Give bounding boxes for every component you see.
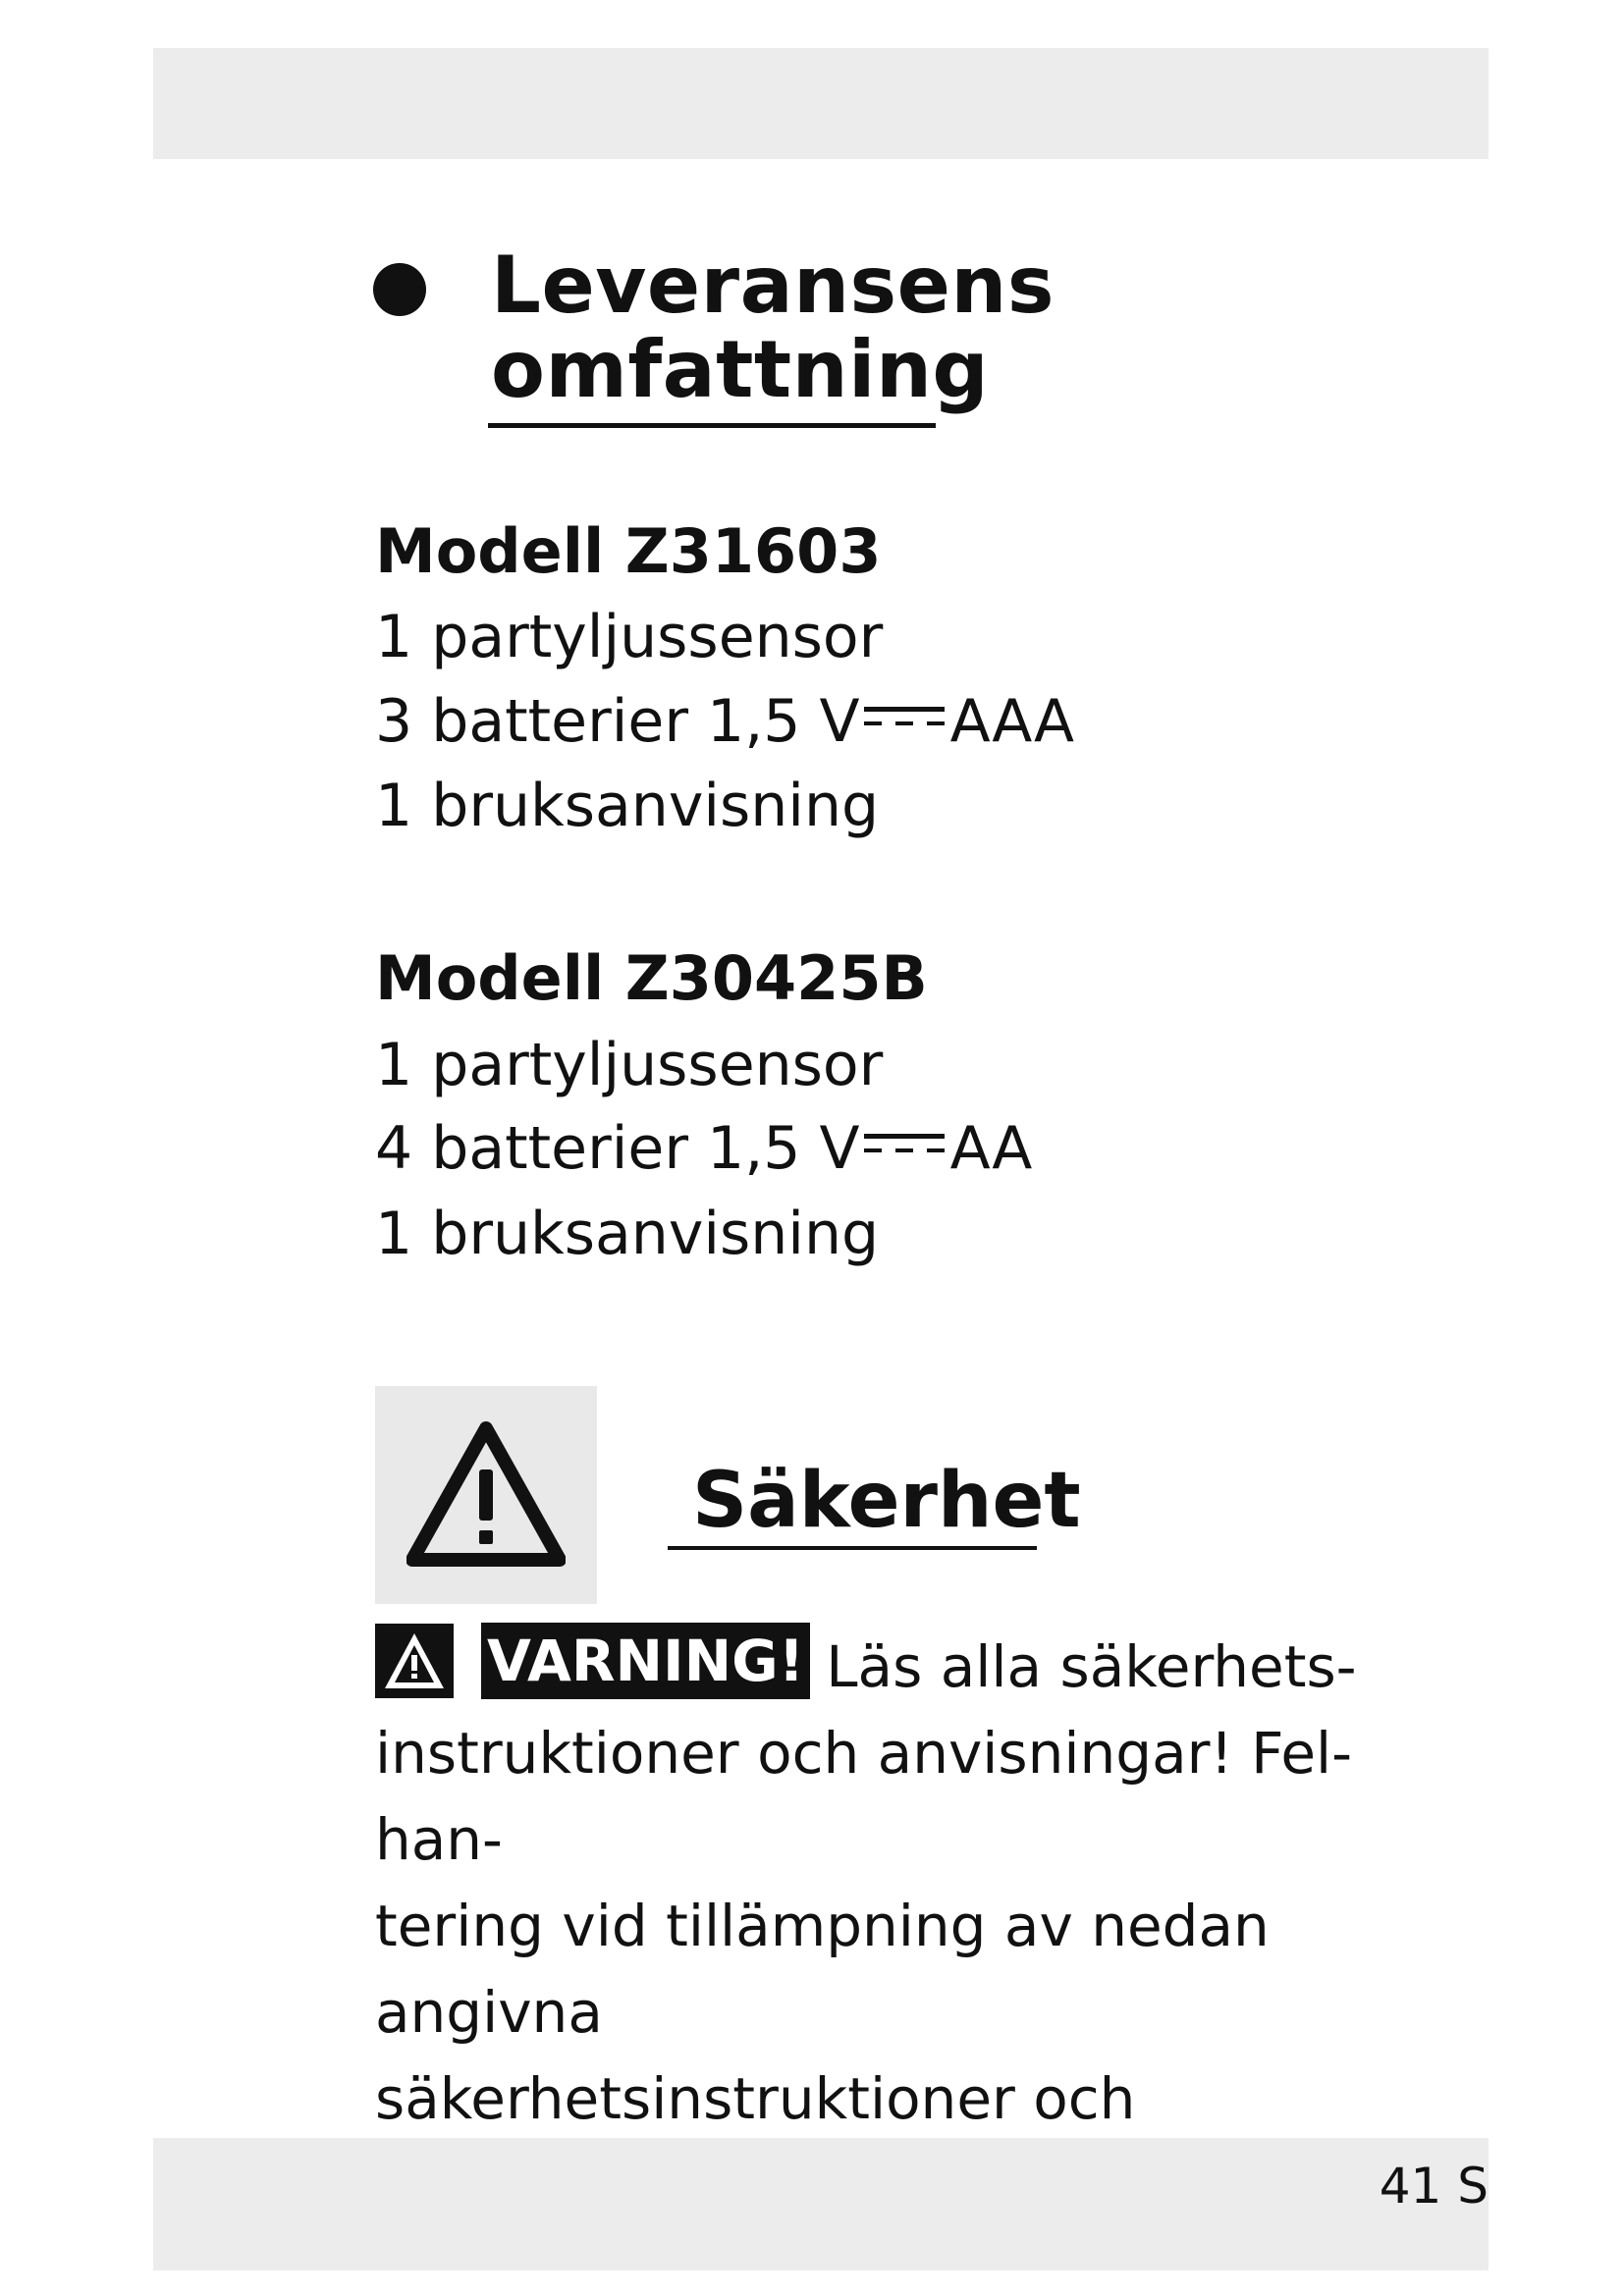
model2-item-1: 1 partyljussensor — [375, 1031, 884, 1099]
section-title-line2: omfattning — [491, 324, 990, 415]
model1-item-2 — [375, 687, 1074, 756]
bullet-dot-icon — [373, 263, 426, 316]
section-title-safety: Säkerhet — [692, 1457, 1081, 1545]
model2-item-2 — [375, 1114, 1032, 1183]
model-title-1: Modell Z31603 — [375, 515, 882, 587]
warning-text-first: Läs alla säkerhets- — [826, 1633, 1357, 1700]
battery-count-label: 3 batterier 1,5 V — [375, 687, 860, 756]
warning-text-line: säkerhetsinstruktioner och — [375, 2065, 1136, 2132]
page-number-text: 41 S — [1379, 2158, 1489, 2215]
model1-item-3: 1 bruksanvisning — [375, 772, 880, 840]
page-number — [135, 2158, 1624, 2215]
section-title-scope-of-delivery — [491, 240, 1178, 415]
warning-triangle-icon — [381, 1629, 448, 1692]
dc-current-icon — [864, 1124, 945, 1163]
small-warning-icon — [375, 1624, 454, 1698]
model1-item-1: 1 partyljussensor — [375, 603, 884, 671]
warning-triangle-icon — [406, 1420, 566, 1568]
title-underline — [488, 423, 936, 428]
header-band — [153, 48, 1489, 159]
section-title-line1: Leveransens — [491, 240, 1055, 331]
warning-label: VARNING! — [481, 1623, 810, 1699]
warning-first-line — [375, 1624, 1455, 1710]
model-title-2: Modell Z30425B — [375, 942, 928, 1014]
battery-type-label: AA — [949, 1114, 1033, 1183]
dc-current-icon — [864, 697, 945, 736]
safety-title-underline — [668, 1546, 1037, 1550]
warning-text-line: instruktioner och anvisningar! Fel-han- — [375, 1720, 1353, 1873]
warning-text-line: tering vid tillämpning av nedan angivna — [375, 1893, 1270, 2046]
warning-symbol-box — [375, 1386, 597, 1604]
battery-type-label: AAA — [949, 687, 1075, 756]
battery-count-label: 4 batterier 1,5 V — [375, 1114, 860, 1183]
model2-item-3: 1 bruksanvisning — [375, 1200, 880, 1268]
